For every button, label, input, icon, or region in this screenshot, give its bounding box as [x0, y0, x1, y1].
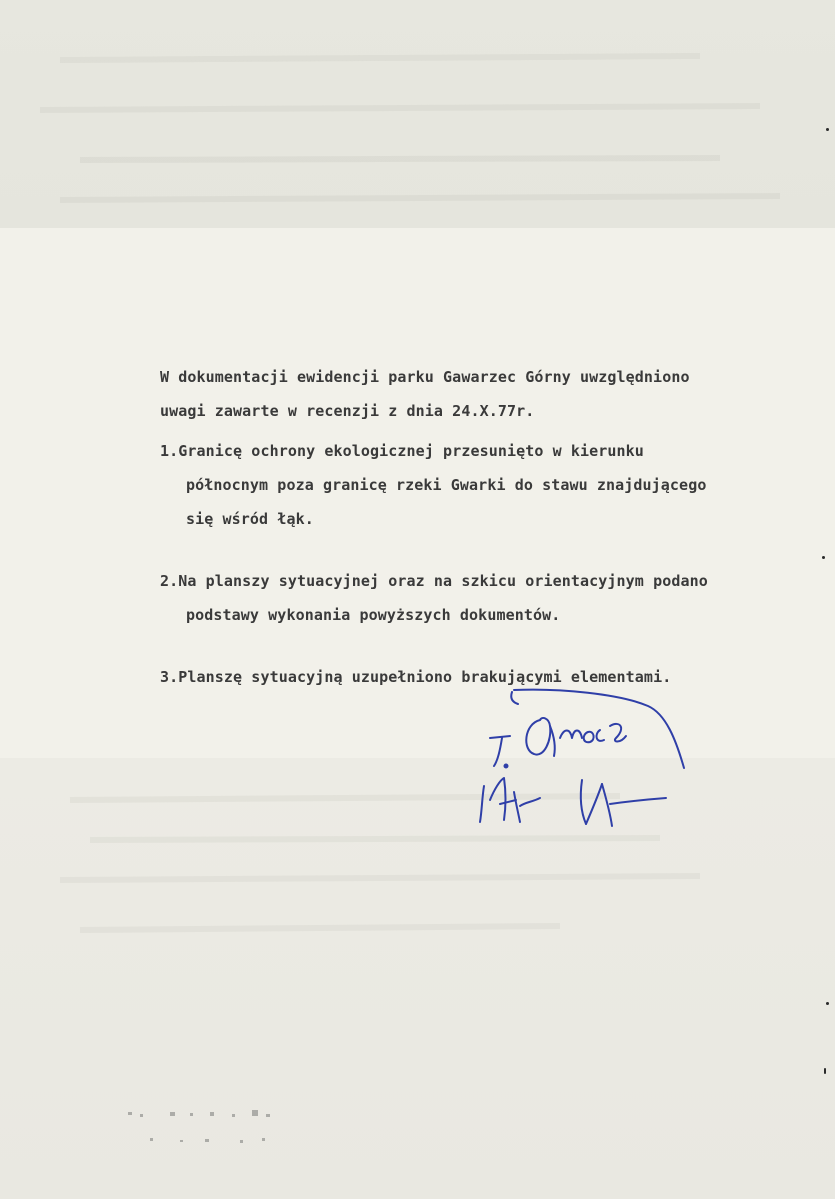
list-item-line	[160, 434, 810, 468]
item-number: 1.	[160, 442, 179, 460]
item-text: Na planszy sytuacyjnej oraz na szkicu orientacyjnym podano	[178, 572, 708, 590]
intro-line: uwagi zawarte w recenzji z dnia 24.X.77r.	[160, 402, 535, 420]
item-text: Planszę sytuacyjną uzupełniono brakującymi elementami.	[178, 668, 672, 686]
item-number: 3.	[160, 668, 179, 686]
list-item-line	[160, 564, 810, 598]
list-item	[160, 434, 810, 536]
list-item-line: się wśród łąk.	[186, 510, 314, 528]
edge-mark	[824, 1068, 826, 1074]
edge-mark	[826, 128, 829, 131]
edge-mark	[822, 556, 825, 559]
list-item-line: podstawy wykonania powyższych dokumentów.	[186, 606, 561, 624]
item-text: Granicę ochrony ekologicznej przesunięto w kierunku	[178, 442, 644, 460]
intro-line: W dokumentacji ewidencji parku Gawarzec Górny uwzględniono	[160, 368, 690, 386]
handwritten-signatures	[470, 680, 710, 870]
edge-mark	[826, 1002, 829, 1005]
item-number: 2.	[160, 572, 179, 590]
document-body	[160, 360, 810, 694]
list-item	[160, 564, 810, 632]
list-item-line: północnym poza granicę rzeki Gwarki do stawu znajdującego	[186, 476, 707, 494]
